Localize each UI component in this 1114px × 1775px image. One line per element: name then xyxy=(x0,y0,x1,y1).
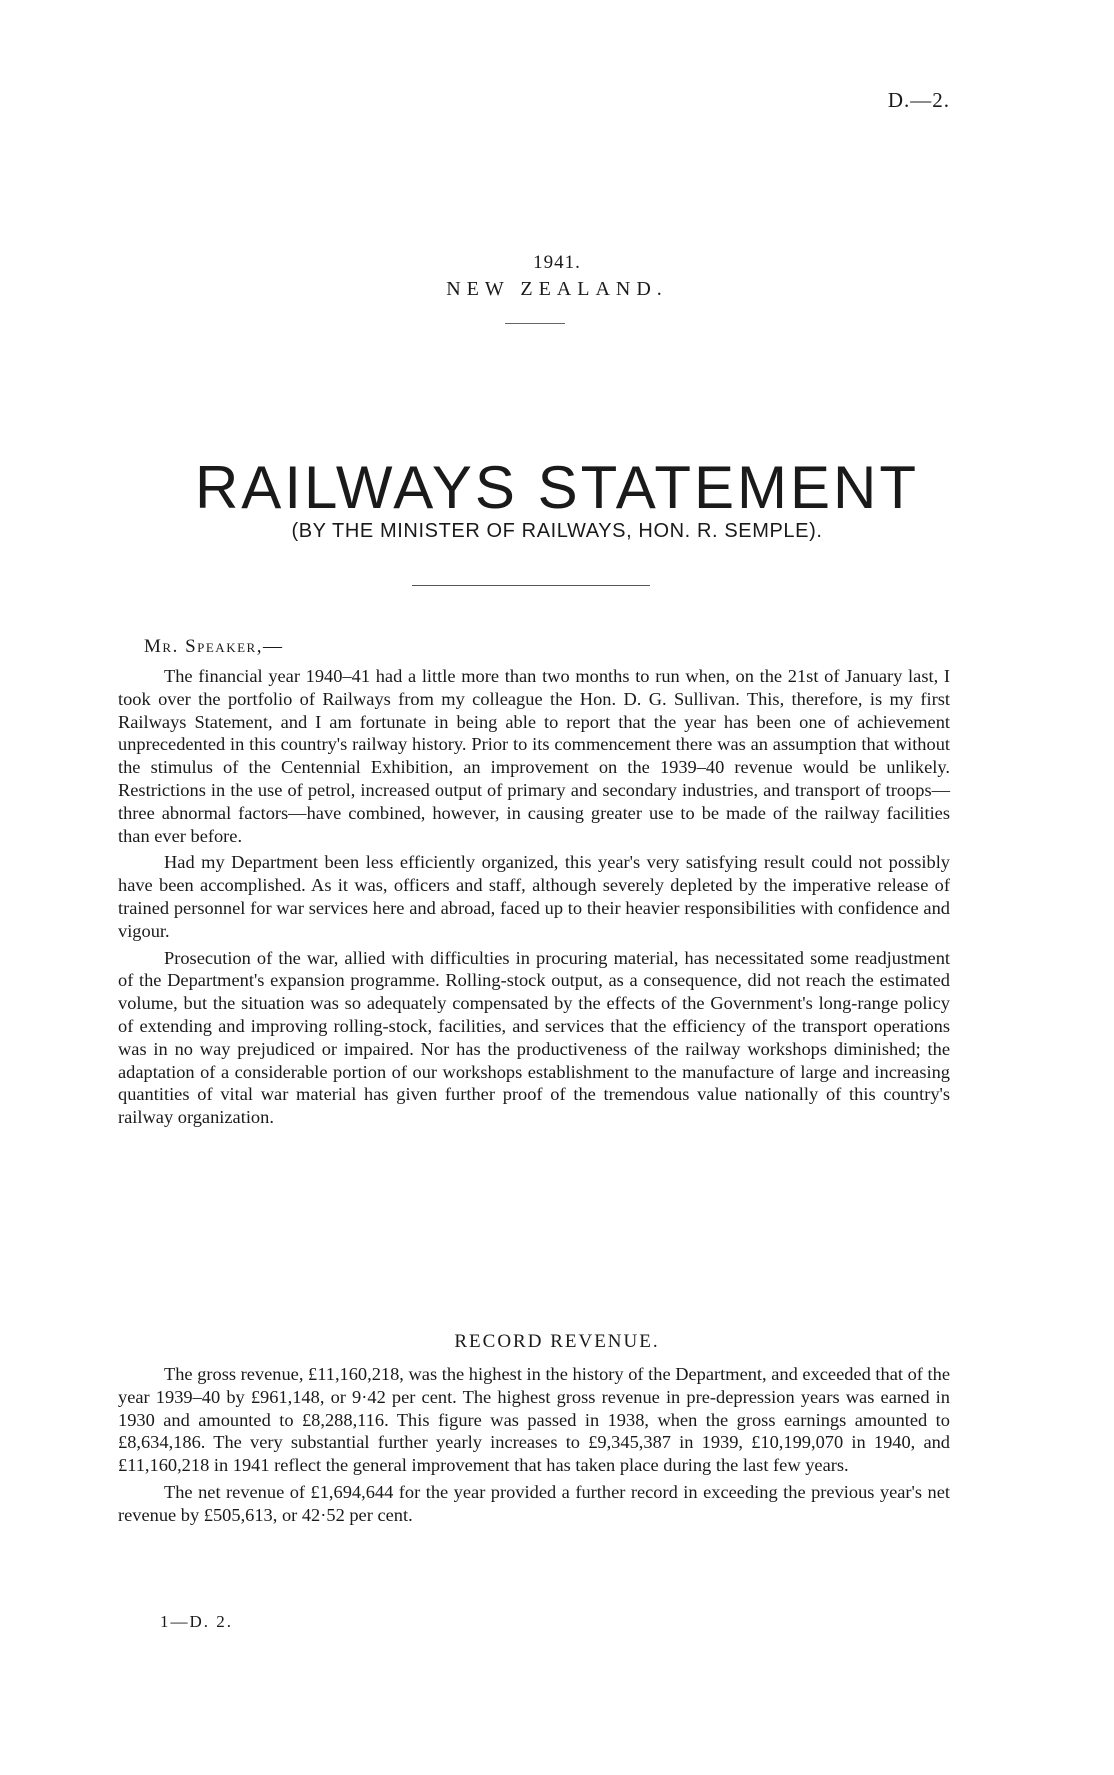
paragraph: Prosecution of the war, allied with difficulties in procuring material, has necessitated some readjustment of the Department's expansion programme. Rolling-stock output, as a consequence, did not reach the estimated volume, but the situation was so adequately compensated by the effects of the Government's long-range policy of extending and improving rolling-stock, facilities, and services that the efficiency of the transport operations was in no way prejudiced or impaired. Nor has the productiveness of the railway workshops diminished; the adaptation of a considerable portion of our workshops establishment to the manufacture of large and increasing quantities of vital war material has given further proof of the tremendous value nationally of this country's railway organization. xyxy=(118,947,950,1128)
page-subtitle: (BY THE MINISTER OF RAILWAYS, HON. R. SEMPLE). xyxy=(291,520,823,542)
paragraph: The gross revenue, £11,160,218, was the highest in the history of the Department, and exceeded that of the year 1939–40 by £961,148, or 9·42 per cent. The highest gross revenue in pre-depression years was earned in 1930 and amounted to £8,288,116. This figure was passed in 1938, when the gross earnings amounted to £8,634,186. The very substantial further yearly increases to £9,345,387 in 1939, £10,199,070 in 1940, and £11,160,218 in 1941 reflect the general improvement that has taken place during the last few years. xyxy=(118,1364,950,1476)
salutation: Mr. Speaker,— xyxy=(144,636,284,657)
page-title: RAILWAYS STATEMENT xyxy=(194,454,920,522)
divider-long xyxy=(412,585,650,586)
country-heading: NEW ZEALAND. xyxy=(446,278,668,300)
paragraph: Had my Department been less efficiently organized, this year's very satisfying result could not possibly have been accomplished. As it was, officers and staff, although severely depleted by the imperative release of trained personnel for war services here and abroad, faced up to their heavier responsibilities with confidence and vigour. xyxy=(118,852,950,941)
paragraph: The net revenue of £1,694,644 for the year provided a further record in exceeding the previous year's net revenue by £505,613, or 42·52 per cent. xyxy=(118,1481,950,1525)
introduction-body xyxy=(118,665,950,1133)
page-reference: D.—2. xyxy=(887,88,950,112)
document-year: 1941. xyxy=(533,252,581,273)
paragraph: The financial year 1940–41 had a little more than two months to run when, on the 21st of January last, I took over the portfolio of Railways from my colleague the Hon. D. G. Sullivan. This, therefore, is my first Railways Statement, and I am fortunate in being able to report that the year has been one of achievement unprecedented in this country's railway history. Prior to its commencement there was an assumption that without the stimulus of the Centennial Exhibition, an improvement on the 1939–40 revenue would be unlikely. Restrictions in the use of petrol, increased output of primary and secondary industries, and transport of troops—three abnormal factors—have combined, however, in causing greater use to be made of the railway facilities than ever before. xyxy=(118,666,950,846)
footer-reference: 1—D. 2. xyxy=(160,1612,234,1631)
record-revenue-body xyxy=(118,1363,950,1531)
divider-short xyxy=(505,323,565,324)
section-heading: RECORD REVENUE. xyxy=(454,1331,660,1352)
